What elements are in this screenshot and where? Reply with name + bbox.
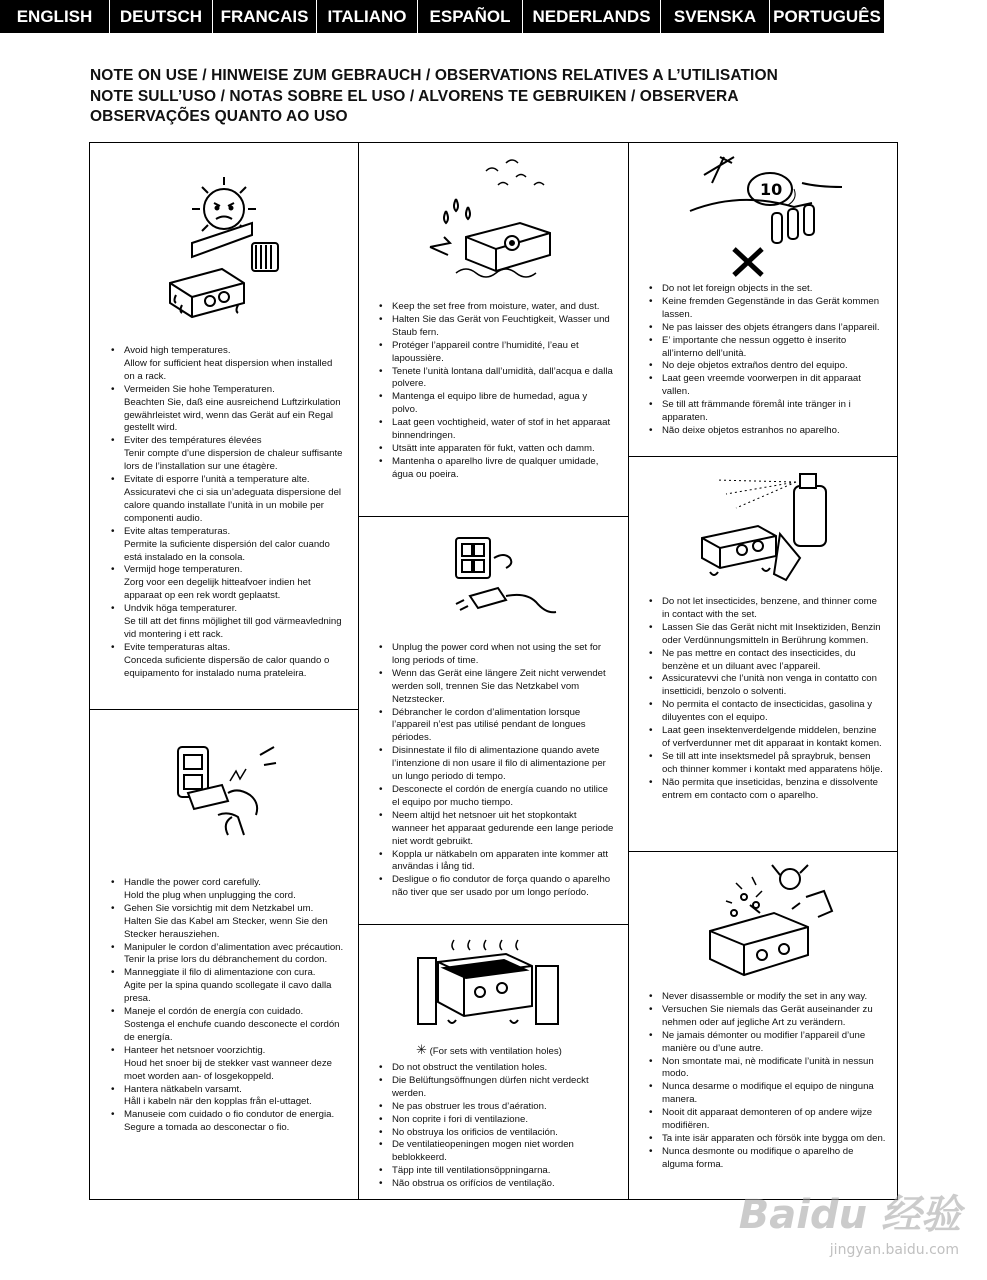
note-item: • Nooit dit apparaat demonteren of op andere wijze modifiëren. bbox=[646, 1107, 886, 1133]
note-heading: • Maneje el cordón de energía con cuidado. bbox=[124, 1006, 304, 1018]
foreign-objects-notes bbox=[646, 283, 886, 438]
note-item: • De ventilatieopeningen mogen niet worden beblokkeerd. bbox=[376, 1139, 614, 1165]
note-item: • Tenete l’unità lontana dall’umidità, dall’acqua e dalla polvere. bbox=[376, 366, 614, 392]
note-item: • Unplug the power cord when not using the set for long periods of time. bbox=[376, 642, 614, 668]
moisture-section bbox=[358, 143, 628, 516]
foreign-objects-section bbox=[628, 143, 898, 456]
note-item: • Keine fremden Gegenstände in das Gerät kommen lassen. bbox=[646, 296, 886, 322]
note-item: • Se till att inte insektsmedel på spraybruk, bensen och thinner kommer i kontakt med apparatens hölje. bbox=[646, 751, 886, 777]
page-title bbox=[90, 66, 890, 128]
language-tab[interactable]: SVENSKA bbox=[661, 0, 770, 33]
note-heading: • Manipuler le cordon d’alimentation avec précaution. bbox=[124, 941, 344, 953]
note-heading: • Undvik höga temperaturer. bbox=[124, 603, 238, 615]
note-body: Halten Sie das Kabel am Stecker, wenn Sie den Stecker herausziehen. bbox=[124, 915, 328, 940]
note-body: Allow for sufficient heat dispersion when installed on a rack. bbox=[124, 357, 333, 382]
note-item: • Débrancher le cordon d’alimentation lorsque l’appareil n’est pas utilisé pendant de longues périodes. bbox=[376, 707, 614, 746]
ventilation-section bbox=[358, 924, 628, 1201]
note-item: • Koppla ur nätkabeln om apparaten inte kommer att användas i lång tid. bbox=[376, 849, 614, 875]
note-item: • Desligue o fio condutor de força quando o aparelho não tiver que ser usado por um longo período. bbox=[376, 874, 614, 900]
note-item: • Never disassemble or modify the set in any way. bbox=[646, 991, 886, 1004]
foreign-objects-illustration bbox=[684, 153, 844, 279]
note-item: • Die Belüftungsöffnungen dürfen nicht verdeckt werden. bbox=[376, 1075, 614, 1101]
temperature-section bbox=[90, 143, 358, 709]
note-item: • Ne pas mettre en contact des insecticides, du benzène et un diluant avec l’appareil. bbox=[646, 648, 886, 674]
language-tab[interactable]: ESPAÑOL bbox=[418, 0, 523, 33]
note-item: • No deje objetos extraños dentro del equipo. bbox=[646, 360, 886, 373]
note-item: • Laat geen vreemde voorwerpen in dit apparaat vallen. bbox=[646, 373, 886, 399]
title-line: NOTE ON USE / HINWEISE ZUM GEBRAUCH / OBSERVATIONS RELATIVES A L’UTILISATION bbox=[90, 67, 778, 84]
language-bar bbox=[0, 0, 884, 33]
note-heading: • Evite altas temperaturas. bbox=[124, 525, 231, 537]
note-heading: • Hantera nätkabeln varsamt. bbox=[124, 1083, 242, 1095]
ventilation-footnote bbox=[416, 1042, 562, 1058]
note-item bbox=[108, 603, 344, 642]
note-item bbox=[108, 942, 344, 968]
language-tab[interactable]: DEUTSCH bbox=[110, 0, 213, 33]
note-body: Assicuratevi che ci sia un’adeguata dispersione del calore quando installate l’unità in un mobile per componenti audio. bbox=[124, 486, 342, 524]
note-item bbox=[108, 435, 344, 474]
note-item: • Neem altijd het netsnoer uit het stopkontakt wanneer het apparaat gedurende een lange periode niet wordt gebruikt. bbox=[376, 810, 614, 849]
baidu-watermark-logo: Baidu 经验 bbox=[738, 1192, 961, 1238]
note-body: Conceda suficiente dispersão de calor quando o equipamento for instalado numa prateleira. bbox=[124, 654, 330, 679]
note-item: • Ne pas obstruer les trous d’aération. bbox=[376, 1101, 614, 1114]
note-heading: • Avoid high temperatures. bbox=[124, 345, 231, 356]
language-tab[interactable]: ENGLISH bbox=[0, 0, 110, 33]
baidu-watermark-url: jingyan.baidu.com bbox=[829, 1242, 959, 1258]
temperature-notes bbox=[108, 345, 344, 681]
note-item: • Keep the set free from moisture, water, and dust. bbox=[376, 301, 614, 314]
note-heading: • Eviter des températures élevées bbox=[124, 435, 262, 447]
note-item: • Laat geen vochtigheid, water of stof in het apparaat binnendringen. bbox=[376, 417, 614, 443]
note-item: • Do not obstruct the ventilation holes. bbox=[376, 1062, 614, 1075]
note-body: Sostenga el enchufe cuando desconecte el cordón de energía. bbox=[124, 1018, 340, 1043]
ventilation-note-text: (For sets with ventilation holes) bbox=[429, 1046, 562, 1057]
note-heading: • Manneggiate il filo di alimentazione con cura. bbox=[124, 967, 316, 979]
note-item: • Laat geen insektenverdelgende middelen, benzine of verfverdunner met dit apparaat in kontakt komen. bbox=[646, 725, 886, 751]
note-heading: • Vermeiden Sie hohe Temperaturen. bbox=[124, 383, 275, 395]
note-item: • Não deixe objetos estranhos no aparelho. bbox=[646, 425, 886, 438]
note-body: Tenir compte d’une dispersion de chaleur suffisante lors de l’installation sur une étagère. bbox=[124, 448, 343, 473]
note-item bbox=[108, 1045, 344, 1084]
note-item bbox=[108, 564, 344, 603]
note-item: • Ta inte isär apparaten och försök inte bygga om den. bbox=[646, 1133, 886, 1146]
title-line: OBSERVAÇÕES QUANTO AO USO bbox=[90, 108, 348, 125]
language-tab[interactable]: FRANCAIS bbox=[213, 0, 317, 33]
note-item bbox=[108, 642, 344, 681]
ventilation-notes bbox=[376, 1062, 614, 1191]
asterisk-icon: ✳ bbox=[416, 1042, 427, 1057]
note-item bbox=[108, 526, 344, 565]
note-item: • Wenn das Gerät eine längere Zeit nicht verwendet werden soll, trennen Sie das Netzkabel vom Netzstecker. bbox=[376, 668, 614, 707]
blocked-vent-illustration bbox=[414, 936, 564, 1036]
note-item: • Desconecte el cordón de energía cuando no utilice el equipo por mucho tiempo. bbox=[376, 784, 614, 810]
note-item: • E’ importante che nessun oggetto è inserito all’interno dell’unità. bbox=[646, 335, 886, 361]
moisture-dust-illustration bbox=[416, 155, 566, 285]
note-item bbox=[108, 967, 344, 1006]
note-item: • Utsätt inte apparaten för fukt, vatten och damm. bbox=[376, 443, 614, 456]
insecticides-notes bbox=[646, 596, 886, 803]
unplug-section bbox=[358, 516, 628, 924]
note-body: Houd het snoer bij de stekker vast wanneer deze moet worden aan- of losgekoppeld. bbox=[124, 1057, 332, 1082]
note-item bbox=[108, 384, 344, 436]
note-item: • Se till att främmande föremål inte tränger in i apparaten. bbox=[646, 399, 886, 425]
note-item bbox=[108, 1084, 344, 1110]
note-item: • Do not let insecticides, benzene, and thinner come in contact with the set. bbox=[646, 596, 886, 622]
unplug-notes bbox=[376, 642, 614, 900]
note-item: • Lassen Sie das Gerät nicht mit Insektiziden, Benzin oder Verdünnungsmitteln in Berührung kommen. bbox=[646, 622, 886, 648]
notes-grid bbox=[89, 142, 898, 1200]
note-heading: • Evite temperaturas altas. bbox=[124, 641, 231, 653]
note-heading: • Evitate di esporre l’unità a temperature alte. bbox=[124, 474, 310, 486]
note-item: • Disinnestate il filo di alimentazione quando avete l’intenzione di non usare il filo di alimentazione per un lungo periodo di tempo. bbox=[376, 745, 614, 784]
note-item bbox=[108, 474, 344, 526]
note-body: Agite per la spina quando scollegate il cavo dalla presa. bbox=[124, 980, 332, 1005]
note-item: • Não obstrua os orifícios de ventilação. bbox=[376, 1178, 614, 1191]
note-item: • Assicuratevvi che l’unità non venga in contatto con insetticidi, benzolo o solventi. bbox=[646, 673, 886, 699]
note-body: Hold the plug when unplugging the cord. bbox=[124, 889, 296, 901]
unplugged-cord-illustration bbox=[450, 534, 560, 628]
spray-can-illustration bbox=[684, 464, 844, 590]
note-item: • Nunca desmonte ou modifique o aparelho de alguma forma. bbox=[646, 1146, 886, 1172]
cord-section bbox=[90, 709, 358, 1201]
hot-sun-illustration bbox=[152, 173, 292, 323]
note-heading: • Handle the power cord carefully. bbox=[124, 877, 261, 888]
note-item bbox=[108, 1109, 344, 1135]
note-item: • Do not let foreign objects in the set. bbox=[646, 283, 886, 296]
plug-hand-illustration bbox=[168, 745, 278, 845]
language-tab[interactable]: PORTUGUÊS bbox=[773, 6, 881, 26]
note-item: • Não permita que inseticidas, benzina e dissolvente entrem em contacto com o aparelho. bbox=[646, 777, 886, 803]
moisture-notes bbox=[376, 301, 614, 482]
note-item: • Mantenga el equipo libre de humedad, agua y polvo. bbox=[376, 391, 614, 417]
note-body: Håll i kabeln när den kopplas från el-uttaget. bbox=[124, 1096, 312, 1108]
note-item: • Nunca desarme o modifique el equipo de ninguna manera. bbox=[646, 1081, 886, 1107]
disassemble-notes bbox=[646, 991, 886, 1172]
note-body: Permite la suficiente dispersión del calor cuando está instalado en la consola. bbox=[124, 538, 330, 563]
note-item bbox=[108, 903, 344, 942]
svg-text:10: 10 bbox=[760, 180, 783, 199]
note-heading: • Gehen Sie vorsichtig mit dem Netzkabel um. bbox=[124, 902, 314, 914]
note-heading: • Hanteer het netsnoer voorzichtig. bbox=[124, 1044, 266, 1056]
note-body: Beachten Sie, daß eine ausreichend Luftzirkulation gewährleistet wird, wenn das Gerät auf ein Regal gestellt wird. bbox=[124, 396, 341, 434]
note-item bbox=[108, 877, 344, 903]
insecticides-section bbox=[628, 456, 898, 851]
note-item: • Protéger l’appareil contre l’humidité, l’eau et lapoussière. bbox=[376, 340, 614, 366]
note-item: • Versuchen Sie niemals das Gerät auseinander zu nehmen oder auf jegliche Art zu verändern. bbox=[646, 1004, 886, 1030]
note-item bbox=[108, 1006, 344, 1045]
note-heading: • Vermijd hoge temperaturen. bbox=[124, 564, 243, 576]
note-item: • Ne pas laisser des objets étrangers dans l’appareil. bbox=[646, 322, 886, 335]
title-line: NOTE SULL’USO / NOTAS SOBRE EL USO / ALVORENS TE GEBRUIKEN / OBSERVERA bbox=[90, 87, 739, 105]
note-item: • No obstruya los orificios de ventilación. bbox=[376, 1127, 614, 1140]
note-item: • Halten Sie das Gerät von Feuchtigkeit, Wasser und Staub fern. bbox=[376, 314, 614, 340]
note-body: Zorg voor een degelijk hitteafvoer indien het apparaat op een rek wordt geplaatst. bbox=[124, 577, 311, 602]
note-item: • Non coprite i fori di ventilazione. bbox=[376, 1114, 614, 1127]
note-item: • Ne jamais démonter ou modifier l’appareil d’une manière ou d’une autre. bbox=[646, 1030, 886, 1056]
note-item: • Mantenha o aparelho livre de qualquer umidade, água ou poeira. bbox=[376, 456, 614, 482]
note-body: Segure a tomada ao desconectar o fio. bbox=[124, 1122, 290, 1134]
broken-set-illustration bbox=[696, 857, 846, 983]
note-heading: • Manuseie com cuidado o fio condutor de energia. bbox=[124, 1109, 335, 1121]
note-body: Se till att det finns möjlighet till god värmeavledning vid montering i ett rack. bbox=[124, 616, 342, 640]
language-tab[interactable]: NEDERLANDS bbox=[523, 0, 661, 33]
note-body: Tenir la prise lors du débranchement du cordon. bbox=[124, 954, 328, 966]
note-item: • Non smontate mai, nè modificate l’unità in nessun modo. bbox=[646, 1056, 886, 1082]
note-item bbox=[108, 345, 344, 384]
language-tab[interactable]: ITALIANO bbox=[317, 0, 418, 33]
cord-notes bbox=[108, 877, 344, 1135]
disassemble-section bbox=[628, 851, 898, 1201]
note-item: • Täpp inte till ventilationsöppningarna. bbox=[376, 1165, 614, 1178]
note-item: • No permita el contacto de insecticidas, gasolina y diluyentes con el equipo. bbox=[646, 699, 886, 725]
